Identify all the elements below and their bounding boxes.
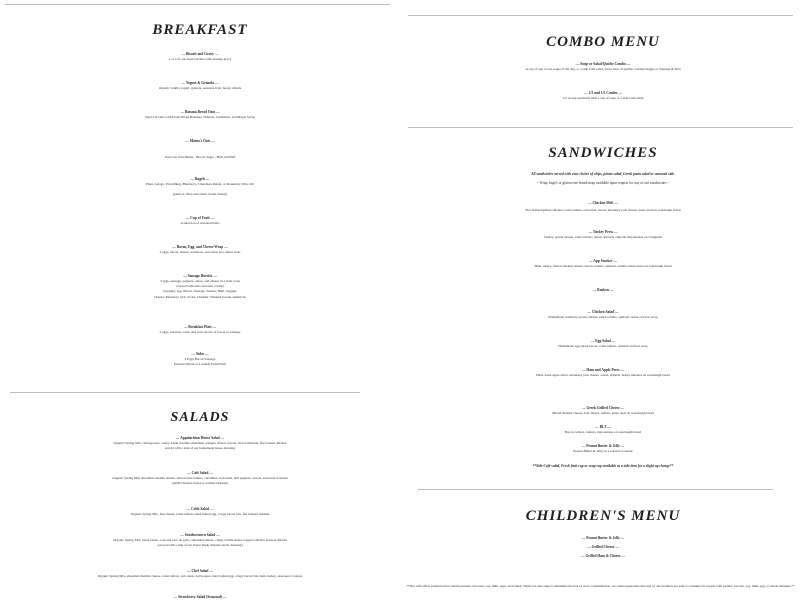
childrens-menu-title: CHILDREN'S MENU	[525, 508, 681, 524]
menu-item-name: — Bacon, Egg, and Cheese Wrap —	[172, 245, 228, 249]
menu-item	[5, 51, 395, 62]
divider	[10, 392, 360, 393]
salads-title: SALADS	[170, 410, 230, 425]
menu-item-description: Steel Cut Oats Butter , Brown Sugar , Half and Half	[164, 155, 236, 159]
menu-item-name: — Turkey Press —	[588, 230, 618, 234]
sandwiches-wrap-note: ~ Wrap, bagel, or gluten free bread/wrap available upon request for any of our sandwiches ~	[536, 181, 670, 185]
menu-item	[408, 424, 798, 435]
menu-item-name: — Ham and Apple Press —	[581, 368, 625, 372]
menu-item-description: 3 eggs, sausage, peppers, onion, and cheese in a flour wrap (served with salsa and sour cream) (topping: egg, Bacon, Sausage, Turkey, Ham, Veggies Cheese: Monterey Jack, Swiss, Cheddar, Smoked Gouda, American	[154, 279, 246, 299]
menu-item-description: Plain, Asiago, Everything, Blueberry, Cinnamon Raisin, or Rosemary Olive Oil (plain or chive and onion cream cheese)	[146, 182, 254, 197]
menu-item	[5, 80, 395, 91]
menu-item-name: — Southwestern Salad —	[180, 533, 220, 537]
menu-item-description: Ham, fresh apple slices, monterey jack cheese, onion, spinach, honey mustard on sourdough bread	[536, 373, 670, 377]
allergy-disclaimer: **Our café offers products that contain peanuts, tree nuts, soy, milk, eggs, and wheat. While we take steps to minimize the risk of cross contamination, we cannot guarantee that any of our products are safe to consume for people with peanut, tree nut, soy, milk, egg, or wheat allergies.**	[406, 584, 795, 588]
menu-item-description: Homemade egg salad, bacon, roma tomato, spinach on flour wrap	[558, 344, 648, 348]
menu-item	[408, 287, 798, 293]
menu-item	[408, 338, 798, 349]
menu-item-name: — Bagels —	[190, 177, 210, 181]
menu-item	[5, 594, 395, 600]
menu-item	[5, 351, 395, 367]
menu-item	[408, 443, 798, 454]
menu-item-name: — Peanut Butter & Jelly —	[581, 536, 625, 540]
sandwiches-intro: All sandwiches served with your choice of chips, potato salad, Greek pasta salad or seasonal side.	[531, 172, 675, 176]
menu-item	[408, 544, 798, 550]
menu-item-name: — Cobb Salad —	[186, 507, 214, 511]
menu-item-name: — Biscuit and Gravy —	[181, 52, 219, 56]
menu-item	[408, 553, 798, 559]
menu-item-name: — Egg Salad —	[590, 339, 616, 343]
menu-item-name: — Sausage Burrito —	[183, 274, 217, 278]
menu-item-description: Organic Spring Mix, shredded cheddar cheese, sliced roma tomato, cucumber, red onion, bell peppers, carrots, seasoned croutons (ADD Chicken Salad or Grilled Chicken)	[112, 476, 288, 486]
menu-item-name: — Reuben —	[592, 288, 614, 292]
divider	[5, 4, 390, 5]
menu-item-description: Organic vanilla yogurt, granola, seasonal fruit, honey drizzle	[158, 86, 242, 90]
menu-item-name: — Soup or Salad/Quiche Combo —	[575, 62, 631, 66]
menu-item	[5, 155, 395, 160]
menu-item-name: — BLT —	[595, 425, 611, 429]
menu-item-name: — Sides —	[191, 352, 209, 356]
menu-item	[408, 200, 798, 206]
menu-item-description: 1 or 2 of our fresh biscuits with sausage gravy	[168, 57, 232, 61]
menu-item	[408, 367, 798, 378]
menu-item-description: 2 eggs, bacon, cheese, tomatoes, and onion in a wheat wrap	[159, 250, 241, 254]
menu-item	[408, 61, 798, 72]
menu-item-description: Ham, turkey, mixed cheddar cheese, bacon, tomato, spinach, vidalia onion sauce on sourdough bread	[534, 264, 672, 268]
menu-item-name: — App Stacker —	[589, 259, 617, 263]
menu-item	[5, 215, 395, 226]
menu-item	[5, 138, 395, 144]
menu-item-name: — 1/2 and 1/2 Combo —	[584, 91, 622, 95]
menu-item-name: — Chicken Melt —	[588, 201, 618, 205]
divider	[418, 489, 773, 490]
menu-item	[5, 109, 395, 120]
menu-item-description: Organic Spring Mix, cabbage mix, crispy Asian noodles, mandarin oranges, ribbon carrots, sliced almonds, fire braised chicken served with a side of our homemade house dressing	[113, 441, 287, 451]
menu-item	[5, 568, 395, 579]
menu-item-name: — Grilled Ham & Cheese —	[580, 554, 626, 558]
menu-item	[5, 506, 395, 517]
menu-item-description: Mixed cheddar cheese, feta cheese, tomato, pesto aioli on sourdough bread	[552, 411, 654, 415]
menu-item-description: Organic Spring Mix, feta cheese, roma tomato, hard boiled egg, crispy bacon bits, fire braised chicken	[130, 512, 270, 516]
menu-item-description: Fire braised grilled chicken, roma tomato, red onion, bacon, monterey jack cheese, pesto aioli on sourdough bread	[525, 208, 681, 212]
menu-item-name: — Yogurt & Granola —	[181, 81, 219, 85]
menu-item	[408, 90, 798, 101]
menu-item-name: — Appalachian House Salad —	[175, 436, 225, 440]
menu-item	[408, 208, 798, 213]
menu-item-name: — Greek Grilled Cheese —	[581, 406, 625, 410]
menu-item-description: Peanut Butter & Jelly on a toasted croissant	[573, 449, 633, 453]
menu-item-name: — Chicken Salad —	[587, 310, 619, 314]
menu-item-name: — Banana Bread Oats —	[180, 110, 220, 114]
menu-item	[408, 229, 798, 240]
menu-item-description: 1/2 of any sandwich with a cup of soup or a side Café salad	[562, 96, 644, 100]
menu-item-description: 2 Eggs Bacon Sausage Potatoes (Plain or Loaded) Fresh Fruit	[173, 357, 227, 367]
menu-item	[5, 470, 395, 486]
divider	[408, 15, 793, 16]
menu-item-description: Steel Cut Oats with Fresh Sliced Bananas, Walnuts, Cinnamon, and Maple Syrup	[144, 115, 256, 119]
menu-item-name: — Peanut Butter & Jelly —	[581, 444, 625, 448]
menu-item-description: 2 eggs, potatoes, toast, and your choice of bacon or sausage	[159, 330, 241, 334]
menu-item-name: — Cup of Fruit —	[185, 216, 215, 220]
menu-item-name: — Chef Salad —	[187, 569, 213, 573]
menu-item	[5, 273, 395, 300]
menu-item	[408, 309, 798, 320]
divider	[408, 127, 793, 128]
menu-item	[5, 176, 395, 198]
breakfast-title: BREAKFAST	[152, 22, 248, 38]
sandwiches-footnote: **Side Café salad, Fresh fruit cup or soup cup available as a side item for a slight up charge**	[532, 464, 674, 468]
menu-item-name: — Strawberry Salad (Seasonal) —	[173, 595, 227, 599]
menu-item-description: Turkey, gouda cheese, roma tomato, onion, spinach, chipotle mayonnaise on a baguette	[543, 235, 663, 239]
menu-item	[408, 535, 798, 541]
menu-item-description: Bacon, lettuce, tomato, mayonnaise on sourdough bread	[564, 430, 642, 434]
sandwiches-title: SANDWICHES	[548, 145, 658, 161]
menu-item	[408, 405, 798, 416]
menu-item-description: Organic Spring Mix, shredded cheddar cheese, roma tomato, red onion, bell pepper, hard boiled egg, crispy bacon bits, ham, turkey, seasoned croutons	[97, 574, 303, 578]
menu-item	[5, 324, 395, 335]
menu-item-description: Homemade cranberry pecan chicken salad, tomato, spinach, onion on flour wrap	[548, 315, 658, 319]
menu-item-description: A cup of one of our soups of the day, or a side Café salad, and a slice of quiche- Garden Veggie or Sausage & Feta	[525, 67, 681, 71]
menu-item-name: — Café Salad —	[187, 471, 213, 475]
menu-item	[5, 435, 395, 451]
menu-item-name: — Breakfast Plate —	[183, 325, 217, 329]
menu-item-description: A selection of seasonal fruits	[180, 221, 220, 225]
menu-item	[5, 244, 395, 255]
menu-item-description: Organic Spring Mix, black beans, corn and pico de gallo, shredded cheese, crispy tortilla strips, topped with fire braised chicken (served with a side of our house made chipotle ranch dressing)	[113, 538, 287, 548]
combo-menu-title: COMBO MENU	[546, 34, 660, 50]
menu-item-name: — Grilled Cheese —	[587, 545, 619, 549]
menu-item	[5, 532, 395, 548]
menu-item-name: — Mama's Oats —	[185, 139, 215, 143]
menu-item	[408, 258, 798, 269]
